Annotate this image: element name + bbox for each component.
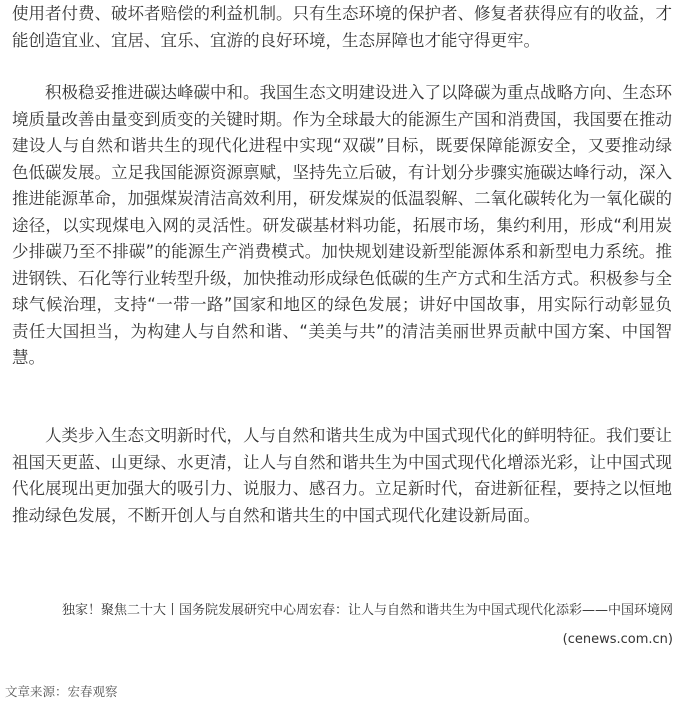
- article-paragraph-1: 使用者付费、破坏者赔偿的利益机制。只有生态环境的保护者、修复者获得应有的收益，才能创造宜业、宜居、宜乐、宜游的良好环境，生态屏障也才能守得更牢。: [12, 4, 672, 50]
- article-paragraph-2: 积极稳妥推进碳达峰碳中和。我国生态文明建设进入了以降碳为重点战略方向、生态环境质量改善由量变到质变的关键时期。作为全球最大的能源生产国和消费国，我国要在推动建设人与自然和谐共生的现代化进程中实现“双碳”目标，既要保障能源安全，又要推动绿色低碳发展。立足我国能源资源禀赋，坚持先立后破，有计划分步骤实施碳达峰行动，深入推进能源革命，加强煤炭清洁高效利用，研发煤炭的低温裂解、二氧化碳转化为一氧化碳的途径，以实现煤电入网的灵活性。研发碳基材料功能，拓展市场，集约利用，形成“利用炭少排碳乃至不排碳”的能源生产消费模式。加快规划建设新型能源体系和新型电力系统。推进钢铁、石化等行业转型升级，加快推动形成绿色低碳的生产方式和生活方式。积极参与全球气候治理，支持“一带一路”国家和地区的绿色发展；讲好中国故事，用实际行动彰显负责任大国担当，为构建人与自然和谐、“美美与共”的清洁美丽世界贡献中国方案、中国智慧。: [12, 83, 672, 367]
- article-origin: 文章来源：宏春观察: [5, 684, 118, 699]
- source-article-link[interactable]: 独家！聚焦二十大丨国务院发展研究中心周宏春：让人与自然和谐共生为中国式现代化添彩——中国环境网 (cenews.com.cn): [61, 603, 673, 647]
- article-paragraph-3: 人类步入生态文明新时代，人与自然和谐共生成为中国式现代化的鲜明特征。我们要让祖国天更蓝、山更绿、水更清，让人与自然和谐共生为中国式现代化增添光彩，让中国式现代化展现出更加强大的吸引力、说服力、感召力。立足新时代，奋进新征程，要持之以恒地推动绿色发展，不断开创人与自然和谐共生的中国式现代化建设新局面。: [12, 426, 672, 525]
- source-reference: [18, 596, 673, 654]
